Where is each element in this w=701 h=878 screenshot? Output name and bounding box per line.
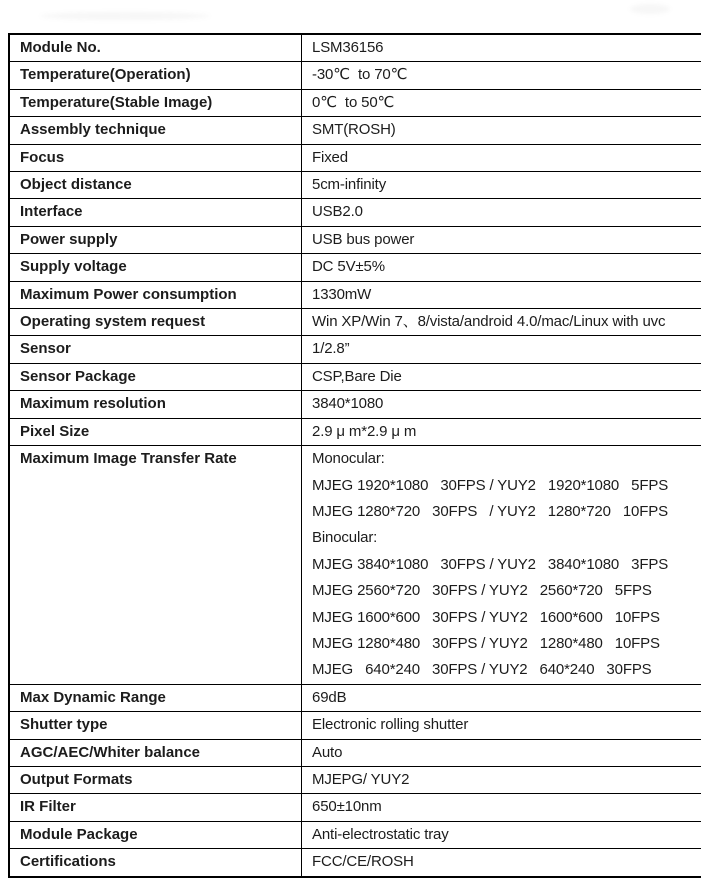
spec-value: 650±10nm bbox=[302, 794, 701, 821]
spec-value: LSM36156 bbox=[302, 34, 701, 62]
spec-label: Temperature(Operation) bbox=[9, 62, 302, 89]
spec-row bbox=[9, 226, 701, 253]
specification-table bbox=[8, 33, 701, 878]
spec-label: Focus bbox=[9, 144, 302, 171]
spec-label: Pixel Size bbox=[9, 418, 302, 445]
spec-row bbox=[9, 821, 701, 848]
spec-value: Fixed bbox=[302, 144, 701, 171]
spec-label: Sensor bbox=[9, 336, 302, 363]
spec-value: 1/2.8” bbox=[302, 336, 701, 363]
spec-value: 1330mW bbox=[302, 281, 701, 308]
spec-value: Auto bbox=[302, 739, 701, 766]
spec-value-line: MJEG 2560*720 30FPS / YUY2 2560*720 5FPS bbox=[312, 578, 701, 604]
spec-label: Object distance bbox=[9, 172, 302, 199]
spec-value: CSP,Bare Die bbox=[302, 363, 701, 390]
spec-value: 5cm-infinity bbox=[302, 172, 701, 199]
spec-label: Shutter type bbox=[9, 712, 302, 739]
spec-value-line: Binocular: bbox=[312, 525, 701, 551]
spec-value-line: MJEG 3840*1080 30FPS / YUY2 3840*1080 3FPS bbox=[312, 552, 701, 578]
spec-label: Power supply bbox=[9, 226, 302, 253]
spec-row bbox=[9, 363, 701, 390]
spec-row bbox=[9, 199, 701, 226]
spec-row bbox=[9, 739, 701, 766]
spec-value-line: MJEG 1280*720 30FPS / YUY2 1280*720 10FPS bbox=[312, 499, 701, 525]
spec-value: USB bus power bbox=[302, 226, 701, 253]
spec-value-line: Monocular: bbox=[312, 446, 701, 472]
spec-value-line: MJEG 1600*600 30FPS / YUY2 1600*600 10FPS bbox=[312, 605, 701, 631]
spec-row bbox=[9, 684, 701, 711]
scan-artifact bbox=[40, 12, 210, 20]
spec-value: FCC/CE/ROSH bbox=[302, 849, 701, 877]
spec-label: Maximum Power consumption bbox=[9, 281, 302, 308]
spec-label: Assembly technique bbox=[9, 117, 302, 144]
spec-row bbox=[9, 254, 701, 281]
spec-value: -30℃ to 70℃ bbox=[302, 62, 701, 89]
spec-label: AGC/AEC/Whiter balance bbox=[9, 739, 302, 766]
spec-label: Operating system request bbox=[9, 309, 302, 336]
spec-label: Temperature(Stable Image) bbox=[9, 89, 302, 116]
spec-row bbox=[9, 849, 701, 877]
spec-label: Module Package bbox=[9, 821, 302, 848]
spec-row bbox=[9, 34, 701, 62]
spec-label: Module No. bbox=[9, 34, 302, 62]
spec-value: 3840*1080 bbox=[302, 391, 701, 418]
spec-label: Interface bbox=[9, 199, 302, 226]
spec-value: USB2.0 bbox=[302, 199, 701, 226]
spec-label: Output Formats bbox=[9, 766, 302, 793]
spec-value-line: MJEG 640*240 30FPS / YUY2 640*240 30FPS bbox=[312, 657, 701, 683]
spec-label: IR Filter bbox=[9, 794, 302, 821]
spec-label: Certifications bbox=[9, 849, 302, 877]
spec-row bbox=[9, 117, 701, 144]
spec-row bbox=[9, 172, 701, 199]
scan-artifact bbox=[630, 4, 670, 14]
spec-label: Supply voltage bbox=[9, 254, 302, 281]
spec-row bbox=[9, 418, 701, 445]
spec-value: Win XP/Win 7、8/vista/android 4.0/mac/Linux with uvc bbox=[302, 309, 701, 336]
spec-value-line: MJEG 1920*1080 30FPS / YUY2 1920*1080 5FPS bbox=[312, 473, 701, 499]
spec-label: Maximum resolution bbox=[9, 391, 302, 418]
spec-label: Maximum Image Transfer Rate bbox=[9, 446, 302, 685]
spec-value: DC 5V±5% bbox=[302, 254, 701, 281]
spec-row bbox=[9, 144, 701, 171]
spec-value: SMT(ROSH) bbox=[302, 117, 701, 144]
spec-value: 0℃ to 50℃ bbox=[302, 89, 701, 116]
spec-value-line: MJEG 1280*480 30FPS / YUY2 1280*480 10FPS bbox=[312, 631, 701, 657]
spec-value: Anti-electrostatic tray bbox=[302, 821, 701, 848]
spec-row bbox=[9, 794, 701, 821]
spec-row bbox=[9, 62, 701, 89]
spec-value: Electronic rolling shutter bbox=[302, 712, 701, 739]
spec-row bbox=[9, 712, 701, 739]
spec-value bbox=[302, 446, 701, 685]
spec-value: 69dB bbox=[302, 684, 701, 711]
spec-value: 2.9 μ m*2.9 μ m bbox=[302, 418, 701, 445]
spec-label: Sensor Package bbox=[9, 363, 302, 390]
spec-label: Max Dynamic Range bbox=[9, 684, 302, 711]
spec-row bbox=[9, 336, 701, 363]
spec-row bbox=[9, 766, 701, 793]
spec-row bbox=[9, 89, 701, 116]
spec-row bbox=[9, 309, 701, 336]
spec-row bbox=[9, 446, 701, 685]
spec-row bbox=[9, 281, 701, 308]
specification-table-body bbox=[9, 34, 701, 877]
spec-row bbox=[9, 391, 701, 418]
spec-value: MJEPG/ YUY2 bbox=[302, 766, 701, 793]
